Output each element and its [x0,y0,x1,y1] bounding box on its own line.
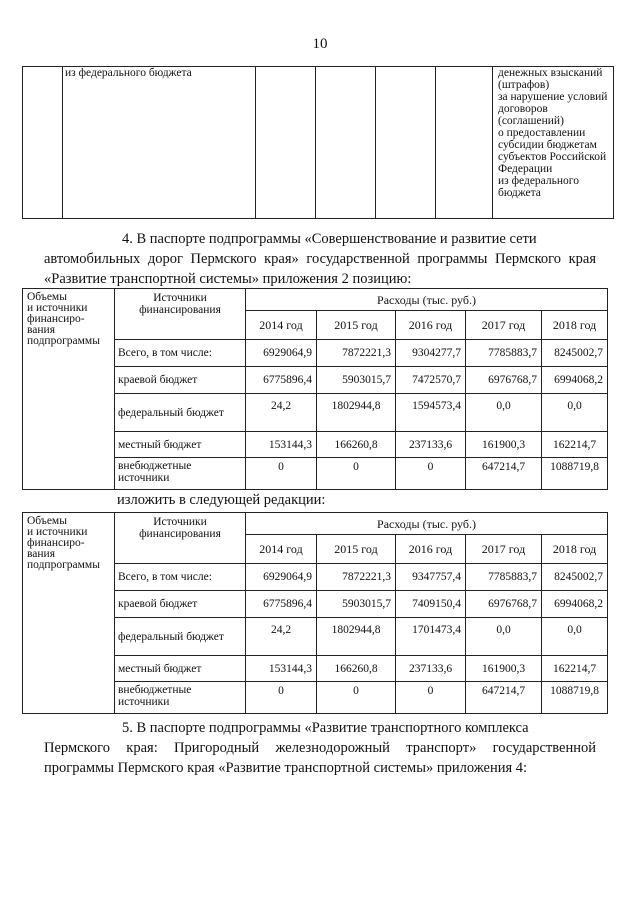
year-header: 2017 год [466,311,542,340]
empty-cell [256,67,316,219]
table-row: внебюджетные источники 0 0 0 647214,7 1088719,8 [23,682,608,714]
expenses-header: Расходы (тыс. руб.) [246,513,608,535]
redaction-text: изложить в следующей редакции: [117,492,326,508]
table-row: краевой бюджет 6775896,4 5903015,7 7409150,4 6976768,7 6994068,2 [23,591,608,618]
year-header: 2018 год [542,311,608,340]
financing-table-new [22,512,608,714]
table-row: федеральный бюджет 24,2 1802944,8 1701473,4 0,0 0,0 [23,618,608,656]
year-header: 2016 год [396,311,466,340]
sources-header: Источники финансирования [115,289,246,340]
table-row: местный бюджет 153144,3 166260,8 237133,6 161900,3 162214,7 [23,432,608,458]
expenses-header: Расходы (тыс. руб.) [246,289,608,311]
empty-cell [316,67,376,219]
page-number: 10 [312,36,328,52]
table-row: Всего, в том числе: 6929064,9 7872221,3 9347757,4 7785883,7 8245002,7 [23,564,608,591]
year-header: 2017 год [466,535,542,564]
empty-cell [376,67,436,219]
table-row: федеральный бюджет 24,2 1802944,8 1594573,4 0,0 0,0 [23,394,608,432]
empty-cell [23,67,63,219]
paragraph-4: 4. В паспорте подпрограммы «Совершенствование и развитие сети автомобильных дорог Пермского края» государственной программы Пермского края «Развитие транспортной системы» приложения 2 позицию: [44,231,596,287]
table-row: местный бюджет 153144,3 166260,8 237133,6 161900,3 162214,7 [23,656,608,682]
paragraph-5: 5. В паспорте подпрограммы «Развитие транспортного комплекса Пермского края: Пригородный железнодорожный транспорт» государственной программы Пермского края «Развитие транспортной системы» приложения 4: [44,720,596,776]
empty-cell [436,67,493,219]
continuation-table [22,66,614,219]
year-header: 2015 год [317,535,396,564]
year-header: 2016 год [396,535,466,564]
source-cell: из федерального бюджета [63,67,256,219]
table-row: краевой бюджет 6775896,4 5903015,7 7472570,7 6976768,7 6994068,2 [23,367,608,394]
financing-table-old [22,288,608,490]
table-row: внебюджетные источники 0 0 0 647214,7 1088719,8 [23,458,608,490]
financing-label: Объемы и источники финансиро- вания подпрограммы [23,513,115,714]
year-header: 2014 год [246,311,317,340]
description-cell: денежных взысканий (штрафов) за нарушение условий договоров (соглашений) о предоставлении субсидии бюджетам субъектов Российской Федерации из федерального бюджета [493,67,614,219]
sources-header: Источники финансирования [115,513,246,564]
year-header: 2015 год [317,311,396,340]
table-row: Всего, в том числе: 6929064,9 7872221,3 9304277,7 7785883,7 8245002,7 [23,340,608,367]
financing-label: Объемы и источники финансиро- вания подпрограммы [23,289,115,490]
year-header: 2014 год [246,535,317,564]
year-header: 2018 год [542,535,608,564]
